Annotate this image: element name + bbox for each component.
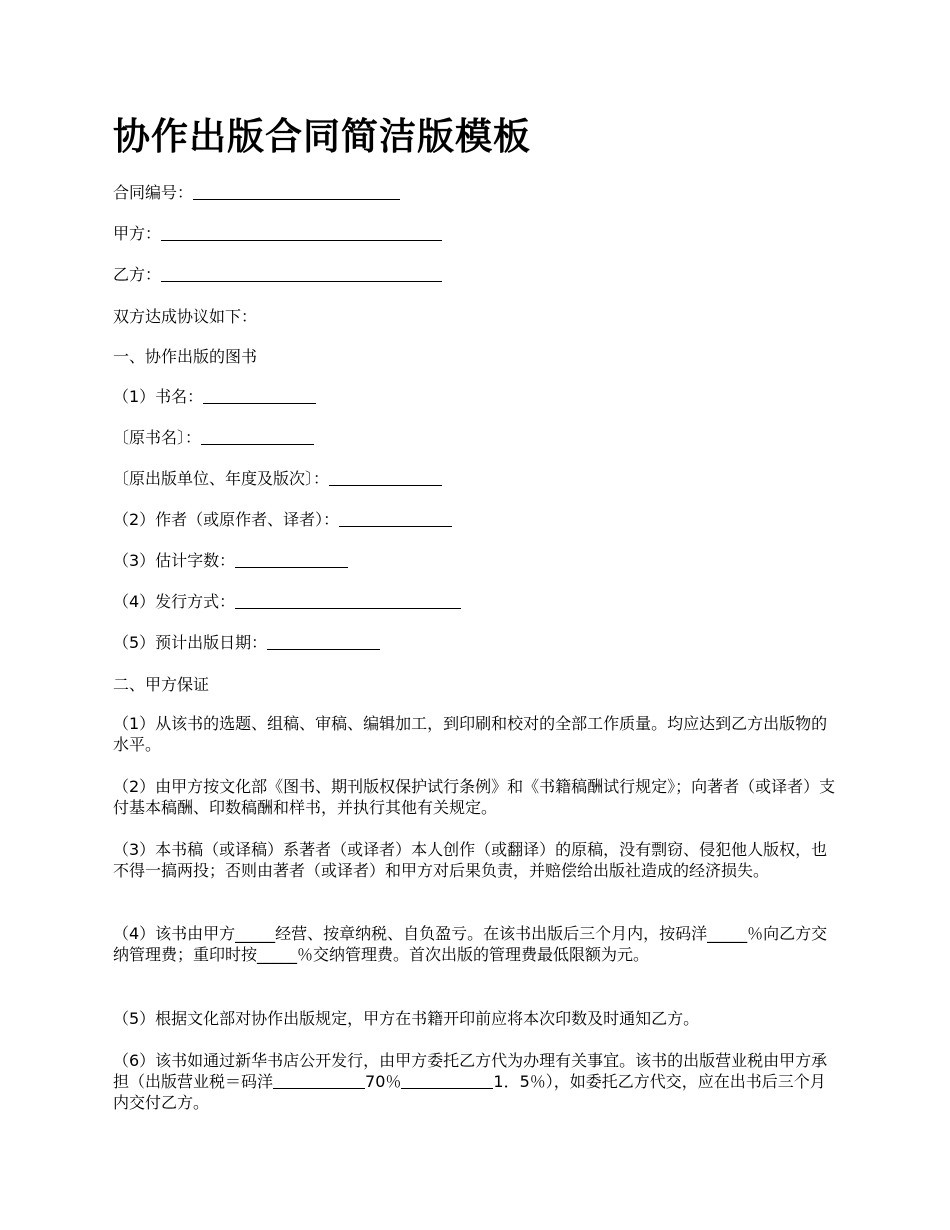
party-a-blank[interactable] [161, 224, 442, 241]
author-label: （2）作者（或原作者、译者）： [113, 510, 340, 529]
original-publisher-label: 〔原出版单位、年度及版次〕： [113, 469, 330, 488]
clause-6 [113, 1050, 841, 1113]
party-a-label: 甲方： [113, 224, 162, 243]
clause-6-blank-1[interactable] [273, 1072, 365, 1089]
book-title-blank[interactable] [203, 387, 316, 404]
clause-2: （2）由甲方按文化部《图书、期刊版权保护试行条例》和《书籍稿酬试行规定》；向著者（或译者）支付基本稿酬、印数稿酬和样书，并执行其他有关规定。 [113, 777, 836, 817]
clause-6-part-b: 70％ [365, 1072, 402, 1091]
section2-heading: 二、甲方保证 [113, 675, 210, 694]
author-line [113, 509, 452, 530]
distribution-blank[interactable] [235, 592, 461, 609]
clause-1: （1）从该书的选题、组稿、审稿、编辑加工，到印刷和校对的全部工作质量。均应达到乙方出版物的水平。 [113, 714, 828, 754]
book-title-line [113, 386, 316, 407]
original-publisher-blank[interactable] [329, 469, 442, 486]
party-a-line [113, 223, 442, 244]
original-title-label: 〔原书名〕： [113, 428, 202, 447]
party-b-line [113, 264, 442, 285]
contract-number-blank[interactable] [193, 183, 400, 200]
publish-date-label: （5）预计出版日期： [113, 633, 268, 652]
distribution-label: （4）发行方式： [113, 592, 236, 611]
clause-4: （4）该书由甲方_____经营、按章纳税、自负盈亏。在该书出版后三个月内，按码洋_____％向乙方交纳管理费；重印时按_____％交纳管理费。首次出版的管理费最低限额为元。 [113, 924, 828, 964]
clause-6-part-c: 1．5％），如委托乙方代交，应在出书后三个月内交付乙方。 [113, 1072, 826, 1112]
distribution-line [113, 591, 461, 612]
author-blank[interactable] [339, 510, 452, 527]
word-count-line [113, 550, 348, 571]
publish-date-blank[interactable] [267, 633, 380, 650]
clause-6-blank-2[interactable] [401, 1072, 493, 1089]
publish-date-line [113, 632, 380, 653]
contract-number-label: 合同编号： [113, 183, 194, 202]
intro-text: 双方达成协议如下： [113, 307, 258, 326]
original-title-line [113, 427, 314, 448]
original-publisher-line [113, 468, 442, 489]
clause-5: （5）根据文化部对协作出版规定，甲方在书籍开印前应将本次印数及时通知乙方。 [113, 1009, 700, 1028]
party-b-label: 乙方： [113, 265, 162, 284]
section1-heading: 一、协作出版的图书 [113, 347, 258, 366]
word-count-blank[interactable] [235, 551, 348, 568]
clause-3: （3）本书稿（或译稿）系著者（或译者）本人创作（或翻译）的原稿，没有剽窃、侵犯他人版权，也不得一搞两投；否则由著者（或译者）和甲方对后果负责，并赔偿给出版社造成的经济损失。 [113, 840, 828, 880]
contract-number-line [113, 182, 400, 203]
clause-6-part-a: （6）该书如通过新华书店公开发行，由甲方委托乙方代为办理有关事宜。该书的出版营业税由甲方承担（出版营业税＝码洋 [113, 1051, 828, 1091]
party-b-blank[interactable] [161, 265, 442, 282]
word-count-label: （3）估计字数： [113, 551, 236, 570]
document-title: 协作出版合同简洁版模板 [113, 115, 531, 158]
original-title-blank[interactable] [201, 428, 314, 445]
book-title-label: （1）书名： [113, 387, 204, 406]
